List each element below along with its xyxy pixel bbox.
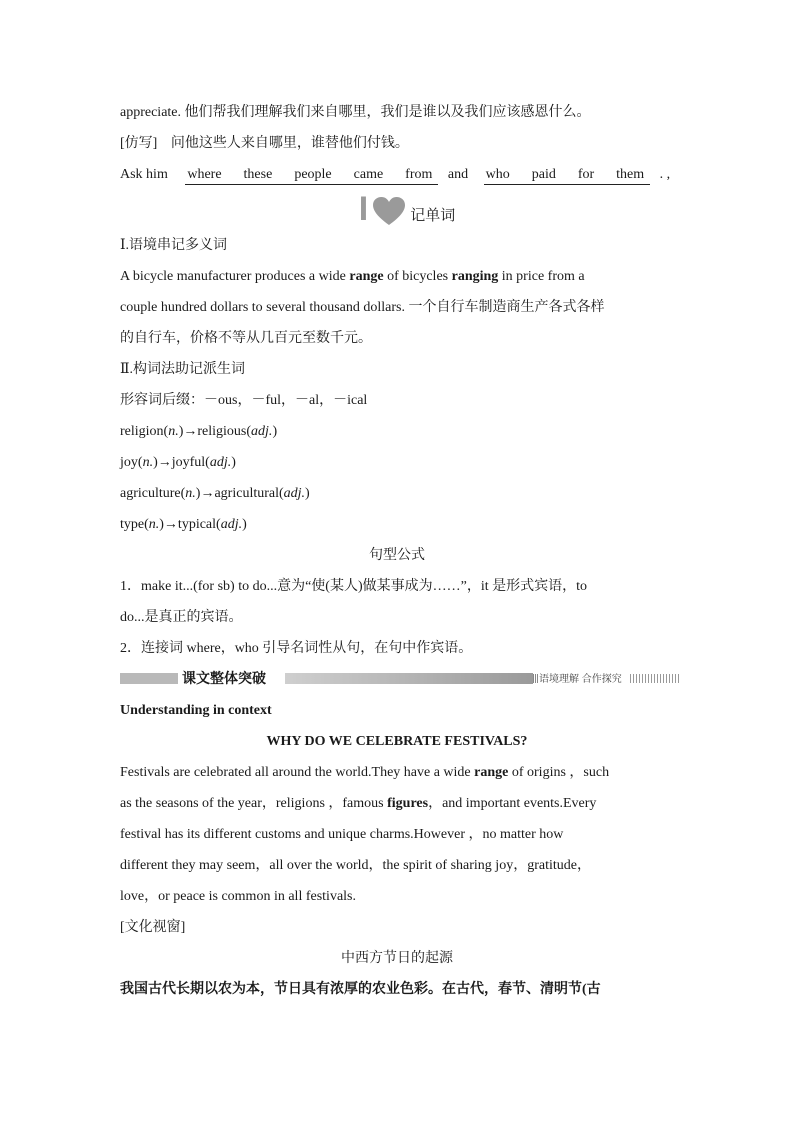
keyword-range: range	[474, 765, 509, 780]
reading-heading: Understanding in context	[120, 703, 272, 718]
answer-blank-1: where these people came from	[185, 166, 438, 185]
reading-title: WHY DO WE CELEBRATE FESTIVALS?	[266, 734, 528, 749]
example-line: A bicycle manufacturer produces a wide range of bicycles ranging in price from a	[120, 269, 585, 284]
reading-line: as the seasons of the year，religions ，famous figures，and important events.Every	[120, 796, 597, 811]
culture-tag: [文化视窗]	[120, 920, 186, 935]
culture-line: 我国古代长期以农为本，节日具有浓厚的农业色彩。在古代，春节、清明节(古	[120, 982, 601, 997]
example-line: couple hundred dollars to several thousand dollars. 一个自行车制造商生产各式各样	[120, 300, 605, 315]
word-derivation: agriculture(n.)→agricultural(adj.)	[120, 486, 310, 501]
keyword-range: range	[349, 269, 384, 284]
vocab-heading-label: 记单词	[410, 208, 456, 224]
answer-ending: . ,	[659, 167, 671, 182]
section-title: Ⅰ.语境串记多义词	[120, 238, 228, 253]
answer-blank-2: who paid for them	[484, 166, 651, 185]
pattern-item: do...是真正的宾语。	[120, 610, 243, 625]
imitate-tag: [仿写]	[120, 136, 158, 151]
keyword-figures: figures	[387, 796, 429, 811]
example-line: 的自行车，价格不等从几百元至数千元。	[120, 331, 372, 346]
pattern-item: 1．make it...(for sb) to do...意为“使(某人)做某事成为……”，it 是形式宾语，to	[120, 579, 588, 594]
suffix-line: 形容词后缀：－ous，－ful，－al，－ical	[120, 393, 368, 408]
reading-line: different they may seem，all over the world，the spirit of sharing joy，gratitude，	[120, 858, 591, 873]
imitate-chinese: 问他这些人来自哪里，谁替他们付钱。	[170, 136, 409, 151]
section-banner-title: 课文整体突破	[182, 672, 266, 687]
text-line: appreciate. 他们帮我们理解我们来自哪里，我们是谁以及我们应该感恩什么。	[120, 105, 591, 120]
big-i-letter: I	[358, 190, 369, 228]
ask-him-text: Ask him	[120, 167, 168, 182]
document-page	[120, 97, 674, 1005]
culture-title: 中西方节日的起源	[341, 951, 453, 966]
reading-line: Festivals are celebrated all around the world.They have a wide range of origins ，such	[120, 765, 610, 780]
word-derivation: joy(n.)→joyful(adj.)	[120, 455, 236, 470]
answer-line	[120, 159, 674, 190]
section-banner	[120, 664, 674, 695]
section-banner-subtitle: 语境理解 合作探究	[539, 674, 622, 685]
reading-line: festival has its different customs and unique charms.However ，no matter how	[120, 827, 564, 842]
keyword-ranging: ranging	[451, 269, 499, 284]
word-derivation: type(n.)→typical(adj.)	[120, 517, 247, 532]
imitate-line	[120, 128, 674, 159]
reading-line: love，or peace is common in all festivals.	[120, 889, 356, 904]
section-title: Ⅱ.构词法助记派生词	[120, 362, 246, 377]
and-text: and	[447, 167, 469, 182]
pattern-item: 2．连接词 where，who 引导名词性从句，在句中作宾语。	[120, 641, 473, 656]
vocab-heading	[120, 190, 674, 230]
pattern-title: 句型公式	[369, 548, 425, 563]
word-derivation: religion(n.)→religious(adj.)	[120, 424, 278, 439]
heart-icon	[372, 196, 406, 226]
